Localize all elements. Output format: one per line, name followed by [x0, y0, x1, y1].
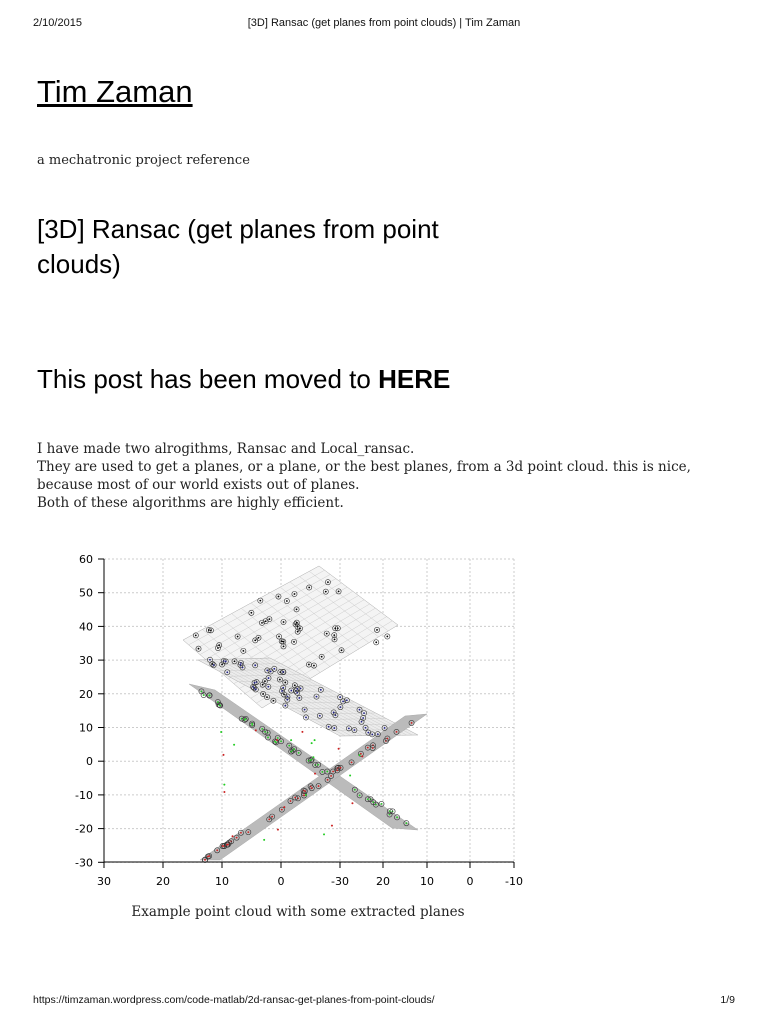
point	[361, 721, 363, 723]
outlier-point	[314, 739, 316, 741]
point	[296, 692, 298, 694]
outlier-point	[277, 829, 279, 831]
site-title-link[interactable]: Tim Zaman	[37, 74, 193, 109]
point	[327, 581, 329, 583]
point	[201, 691, 203, 693]
point	[311, 759, 313, 761]
outlier-point	[263, 839, 265, 841]
point	[327, 779, 329, 781]
x-tick-label: 0	[277, 875, 285, 888]
point	[363, 712, 365, 714]
point	[217, 701, 219, 703]
point	[297, 631, 299, 633]
point	[264, 731, 266, 733]
point	[254, 664, 256, 666]
point	[226, 671, 228, 673]
point	[265, 620, 267, 622]
point	[262, 684, 264, 686]
point	[204, 859, 206, 861]
moved-notice	[37, 364, 450, 395]
point	[318, 785, 320, 787]
point	[334, 638, 336, 640]
point	[251, 724, 253, 726]
y-tick-label: 50	[79, 586, 93, 600]
point	[365, 727, 367, 729]
point	[351, 762, 353, 764]
point	[283, 621, 285, 623]
point	[216, 849, 218, 851]
outlier-point	[255, 729, 257, 731]
point	[247, 831, 249, 833]
paragraph: Both of these algorithms are highly efficient.	[37, 495, 344, 511]
point	[308, 587, 310, 589]
point	[284, 682, 286, 684]
point	[267, 737, 269, 739]
point	[218, 644, 220, 646]
point	[250, 612, 252, 614]
point	[317, 764, 319, 766]
point	[293, 748, 295, 750]
point	[254, 639, 256, 641]
point	[264, 680, 266, 682]
point	[279, 679, 281, 681]
point	[299, 628, 301, 630]
point	[340, 767, 342, 769]
print-page-number: 1/9	[720, 994, 735, 1006]
point	[208, 629, 210, 631]
point	[336, 769, 338, 771]
point	[342, 701, 344, 703]
point	[375, 641, 377, 643]
outlier-point	[233, 744, 235, 746]
point	[328, 726, 330, 728]
y-tick-label: -30	[75, 856, 93, 870]
point	[259, 600, 261, 602]
planes	[183, 566, 427, 860]
outlier-point	[290, 739, 292, 741]
post-title: [3D] Ransac (get planes from point clouds)	[37, 214, 439, 279]
point	[283, 694, 285, 696]
x-tick-label: 20	[156, 875, 170, 888]
point	[278, 636, 280, 638]
point	[359, 794, 361, 796]
point	[341, 649, 343, 651]
point	[389, 810, 391, 812]
point	[240, 664, 242, 666]
point	[411, 722, 413, 724]
point	[222, 845, 224, 847]
point	[304, 790, 306, 792]
point	[244, 719, 246, 721]
post-body	[37, 440, 737, 512]
point	[290, 800, 292, 802]
y-tick-label: 40	[79, 620, 93, 634]
point	[405, 822, 407, 824]
point	[274, 741, 276, 743]
point	[367, 747, 369, 749]
point	[333, 727, 335, 729]
x-tick-label: 30	[97, 875, 111, 888]
point	[339, 696, 341, 698]
point	[286, 600, 288, 602]
point	[296, 688, 298, 690]
point	[198, 648, 200, 650]
point	[261, 622, 263, 624]
outlier-point	[220, 731, 222, 733]
point	[261, 728, 263, 730]
point	[288, 745, 290, 747]
point	[367, 798, 369, 800]
x-tick-label: -30	[331, 875, 349, 888]
point	[396, 731, 398, 733]
point	[203, 694, 205, 696]
point	[267, 686, 269, 688]
print-page-title: [3D] Ransac (get planes from point clouds) | Tim Zaman	[247, 17, 521, 29]
point	[334, 627, 336, 629]
x-tick-label: 20	[376, 875, 390, 888]
outlier-point	[232, 835, 234, 837]
point	[270, 671, 272, 673]
point	[311, 787, 313, 789]
x-tick-label: -10	[505, 875, 523, 888]
point	[237, 636, 239, 638]
point	[333, 712, 335, 714]
point	[386, 738, 388, 740]
outlier-point	[314, 773, 316, 775]
point	[258, 637, 260, 639]
point	[294, 684, 296, 686]
outlier-point	[283, 806, 285, 808]
point	[268, 818, 270, 820]
y-tick-label: -10	[75, 788, 93, 802]
here-link[interactable]: HERE	[378, 364, 451, 394]
y-tick-label: 30	[79, 654, 93, 668]
point	[338, 591, 340, 593]
x-tick-label: 0	[466, 875, 474, 888]
point	[213, 664, 215, 666]
point	[296, 622, 298, 624]
point	[384, 727, 386, 729]
point	[332, 771, 334, 773]
point	[294, 593, 296, 595]
outlier-point	[301, 731, 303, 733]
point	[326, 771, 328, 773]
point	[273, 700, 275, 702]
point	[386, 636, 388, 638]
outlier-point	[276, 739, 278, 741]
point	[298, 697, 300, 699]
outlier-point	[331, 825, 333, 827]
outlier-point	[338, 748, 340, 750]
point	[221, 664, 223, 666]
y-tick-label: -20	[75, 822, 93, 836]
x-tick-label: 10	[420, 875, 434, 888]
point	[354, 789, 356, 791]
y-tick-label: 0	[86, 755, 93, 769]
point	[281, 690, 283, 692]
point	[367, 732, 369, 734]
point	[354, 729, 356, 731]
outlier-point	[359, 754, 361, 756]
point	[207, 856, 209, 858]
point	[339, 706, 341, 708]
point	[362, 717, 364, 719]
point	[268, 677, 270, 679]
print-date: 2/10/2015	[33, 17, 82, 29]
point	[319, 715, 321, 717]
point	[284, 705, 286, 707]
outlier-point	[222, 754, 224, 756]
point	[313, 665, 315, 667]
point-cloud-figure	[40, 530, 540, 900]
point	[262, 693, 264, 695]
point	[281, 640, 283, 642]
point	[286, 699, 288, 701]
outlier-point	[351, 802, 353, 804]
point	[283, 645, 285, 647]
point	[348, 727, 350, 729]
point	[254, 682, 256, 684]
point	[266, 696, 268, 698]
point	[225, 661, 227, 663]
point	[396, 816, 398, 818]
outlier-point	[311, 742, 313, 744]
point	[305, 717, 307, 719]
y-tick-label: 10	[79, 721, 93, 735]
point	[278, 596, 280, 598]
outlier-point	[223, 784, 225, 786]
point	[273, 668, 275, 670]
point	[209, 659, 211, 661]
point	[195, 634, 197, 636]
point	[316, 696, 318, 698]
point	[371, 733, 373, 735]
point	[236, 837, 238, 839]
point	[320, 689, 322, 691]
point	[321, 771, 323, 773]
point	[298, 752, 300, 754]
point	[321, 656, 323, 658]
point	[359, 709, 361, 711]
outlier-point	[323, 833, 325, 835]
point	[376, 629, 378, 631]
moved-text: This post has been moved to	[37, 364, 379, 394]
point	[296, 608, 298, 610]
point	[293, 641, 295, 643]
y-tick-label: 20	[79, 687, 93, 701]
paragraph: I have made two alrogithms, Ransac and Local_ransac.	[37, 441, 415, 457]
point	[377, 733, 379, 735]
outlier-point	[361, 755, 363, 757]
point	[268, 618, 270, 620]
point	[226, 844, 228, 846]
point	[372, 801, 374, 803]
point	[326, 633, 328, 635]
point	[282, 671, 284, 673]
point	[240, 832, 242, 834]
point	[294, 797, 296, 799]
point	[303, 795, 305, 797]
point	[346, 699, 348, 701]
point	[234, 660, 236, 662]
point	[255, 689, 257, 691]
outlier-point	[223, 791, 225, 793]
point	[290, 690, 292, 692]
outlier-point	[305, 794, 307, 796]
point	[308, 664, 310, 666]
point	[304, 709, 306, 711]
point	[271, 816, 273, 818]
point	[330, 775, 332, 777]
paragraph: They are used to get a planes, or a plane, or the best planes, from a 3d point cloud. this is nice, because most of our world exists out of planes.	[37, 459, 691, 493]
point	[381, 803, 383, 805]
point	[281, 809, 283, 811]
figure-caption: Example point cloud with some extracted planes	[131, 904, 465, 920]
point	[280, 740, 282, 742]
y-tick-label: 60	[79, 553, 93, 566]
point	[277, 737, 279, 739]
point	[325, 591, 327, 593]
outlier-point	[349, 775, 351, 777]
point	[209, 694, 211, 696]
x-tick-label: 10	[215, 875, 229, 888]
outlier-point	[312, 756, 314, 758]
point	[333, 634, 335, 636]
point	[372, 747, 374, 749]
print-url: https://timzaman.wordpress.com/code-matlab/2d-ransac-get-planes-from-point-clouds/	[33, 994, 435, 1006]
site-tagline: a mechatronic project reference	[37, 153, 250, 168]
point	[242, 650, 244, 652]
